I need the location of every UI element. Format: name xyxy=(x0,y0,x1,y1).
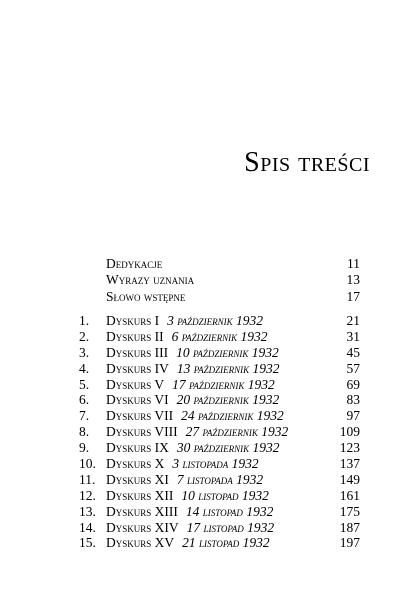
entry-date xyxy=(182,535,269,552)
entry-day: 7 xyxy=(176,471,184,487)
entry-number: 9. xyxy=(79,440,90,456)
entry-title: Dyskurs XI xyxy=(106,471,169,487)
entry-month: październik xyxy=(198,409,254,424)
entry-year: 1932 xyxy=(242,535,270,551)
entry-number: 14. xyxy=(79,519,96,535)
entry-title: Dyskurs VIII xyxy=(106,424,178,440)
toc-list xyxy=(79,313,360,551)
entry-day: 10 xyxy=(181,487,195,503)
entry-date xyxy=(181,488,268,505)
entry-month: październik xyxy=(189,377,245,392)
entry-title: Dyskurs V xyxy=(106,376,165,392)
entry-date xyxy=(187,520,274,537)
entry-day: 17 xyxy=(186,519,201,535)
page-title: Spis treści xyxy=(244,147,370,178)
entry-page: 149 xyxy=(339,471,360,487)
toc-entry[interactable] xyxy=(79,392,360,408)
entry-title: Dyskurs IX xyxy=(106,440,169,456)
toc-entry[interactable] xyxy=(79,377,360,393)
entry-year: 1932 xyxy=(235,313,263,328)
entry-title: Dyskurs X xyxy=(106,456,165,472)
entry-page: 187 xyxy=(339,519,360,535)
entry-date xyxy=(177,472,263,489)
entry-page: 137 xyxy=(339,456,360,472)
entry-day: 24 xyxy=(181,408,195,424)
front-matter-item[interactable] xyxy=(106,289,360,305)
toc-entry[interactable] xyxy=(79,440,360,456)
entry-date xyxy=(167,313,263,330)
toc-entry[interactable] xyxy=(79,361,360,377)
toc-entry[interactable] xyxy=(79,329,360,345)
entry-page: 83 xyxy=(346,392,360,408)
front-matter-item[interactable] xyxy=(106,272,360,288)
entry-number: 4. xyxy=(79,360,90,376)
entry-year: 1932 xyxy=(252,392,280,408)
entry-year: 1932 xyxy=(256,408,284,424)
entry-month: październik xyxy=(202,425,258,440)
entry-year: 1932 xyxy=(241,487,269,503)
entry-year: 1932 xyxy=(247,519,275,535)
entry-number: 11. xyxy=(79,471,96,487)
front-matter-label: Wyrazy uznania xyxy=(106,272,195,288)
toc-entry[interactable] xyxy=(79,345,360,361)
entry-day: 21 xyxy=(182,535,196,551)
entry-day: 14 xyxy=(185,503,200,519)
front-matter-list xyxy=(106,256,360,305)
entry-page: 97 xyxy=(346,408,360,424)
entry-day: 3 xyxy=(172,456,180,472)
toc-entry[interactable] xyxy=(79,408,360,424)
entry-page: 69 xyxy=(346,376,360,392)
front-matter-label: Słowo wstępne xyxy=(106,288,186,304)
entry-month: październik xyxy=(181,329,238,344)
entry-year: 1932 xyxy=(251,344,279,360)
entry-page: 123 xyxy=(339,440,360,456)
entry-year: 1932 xyxy=(252,360,280,376)
toc-entry[interactable] xyxy=(79,313,360,329)
toc-entry[interactable] xyxy=(79,520,360,536)
entry-date xyxy=(186,424,289,441)
entry-page: 109 xyxy=(339,424,360,440)
entry-number: 13. xyxy=(79,503,96,519)
entry-title: Dyskurs XV xyxy=(106,535,175,551)
entry-date xyxy=(172,456,258,473)
entry-number: 10. xyxy=(79,456,96,472)
front-matter-page: 11 xyxy=(347,256,360,271)
toc-entry[interactable] xyxy=(79,424,360,440)
entry-number: 6. xyxy=(79,392,90,408)
entry-day: 10 xyxy=(176,344,190,360)
entry-title: Dyskurs VI xyxy=(106,392,169,408)
entry-day: 6 xyxy=(171,328,179,344)
entry-title: Dyskurs VII xyxy=(106,408,174,424)
entry-month: listopada xyxy=(187,472,233,487)
toc-entry[interactable] xyxy=(79,504,360,520)
entry-page: 45 xyxy=(346,344,360,360)
entry-page: 31 xyxy=(346,328,360,344)
entry-number: 8. xyxy=(79,424,90,440)
entry-month: listopad xyxy=(199,536,240,551)
entry-title: Dyskurs II xyxy=(106,328,164,344)
entry-month: październik xyxy=(193,441,250,456)
toc-entry[interactable] xyxy=(79,488,360,504)
entry-page: 161 xyxy=(339,487,360,503)
entry-day: 30 xyxy=(176,440,191,456)
entry-date xyxy=(177,440,280,457)
entry-year: 1932 xyxy=(246,503,274,519)
entry-page: 57 xyxy=(346,360,360,376)
entry-year: 1932 xyxy=(247,376,275,392)
entry-number: 2. xyxy=(79,328,90,344)
entry-month: październik xyxy=(193,345,249,360)
entry-month: listopad xyxy=(202,504,243,519)
entry-number: 1. xyxy=(79,313,90,328)
entry-title: Dyskurs XIV xyxy=(106,519,179,535)
toc-entry[interactable] xyxy=(79,472,360,488)
entry-month: listopad xyxy=(203,520,244,535)
entry-month: listopad xyxy=(198,488,239,503)
entry-year: 1932 xyxy=(252,440,280,456)
entry-month: październik xyxy=(193,393,249,408)
entry-date xyxy=(186,504,273,521)
entry-year: 1932 xyxy=(261,424,289,440)
front-matter-page: 13 xyxy=(346,272,360,288)
entry-title: Dyskurs I xyxy=(106,313,160,328)
entry-date xyxy=(177,392,280,409)
entry-date xyxy=(177,361,280,378)
entry-day: 27 xyxy=(185,424,200,440)
entry-page: 21 xyxy=(346,313,360,328)
entry-number: 3. xyxy=(79,344,90,360)
entry-day: 17 xyxy=(172,376,186,392)
entry-title: Dyskurs XII xyxy=(106,487,174,503)
front-matter-label: Dedykacje xyxy=(106,256,163,271)
entry-day: 20 xyxy=(176,392,191,408)
entry-month: listopada xyxy=(182,457,229,472)
entry-title: Dyskurs III xyxy=(106,344,169,360)
toc-entry[interactable] xyxy=(79,456,360,472)
entry-page: 197 xyxy=(339,535,360,551)
entry-title: Dyskurs XIII xyxy=(106,503,178,519)
entry-month: październik xyxy=(193,361,250,376)
front-matter-item[interactable] xyxy=(106,256,360,272)
entry-number: 15. xyxy=(79,535,96,551)
entry-year: 1932 xyxy=(236,471,264,487)
entry-year: 1932 xyxy=(240,328,268,344)
entry-page: 175 xyxy=(339,503,360,519)
entry-date xyxy=(176,345,279,362)
entry-date xyxy=(172,329,268,346)
toc-entry[interactable] xyxy=(79,535,360,551)
front-matter-page: 17 xyxy=(346,288,360,304)
entry-year: 1932 xyxy=(231,456,259,472)
entry-day: 3 xyxy=(167,313,174,328)
entry-day: 13 xyxy=(176,360,191,376)
entry-date xyxy=(181,408,284,425)
entry-date xyxy=(172,377,275,394)
entry-number: 7. xyxy=(79,408,90,424)
entry-month: październik xyxy=(177,314,233,328)
entry-title: Dyskurs IV xyxy=(106,360,169,376)
entry-number: 5. xyxy=(79,376,90,392)
entry-number: 12. xyxy=(79,487,96,503)
